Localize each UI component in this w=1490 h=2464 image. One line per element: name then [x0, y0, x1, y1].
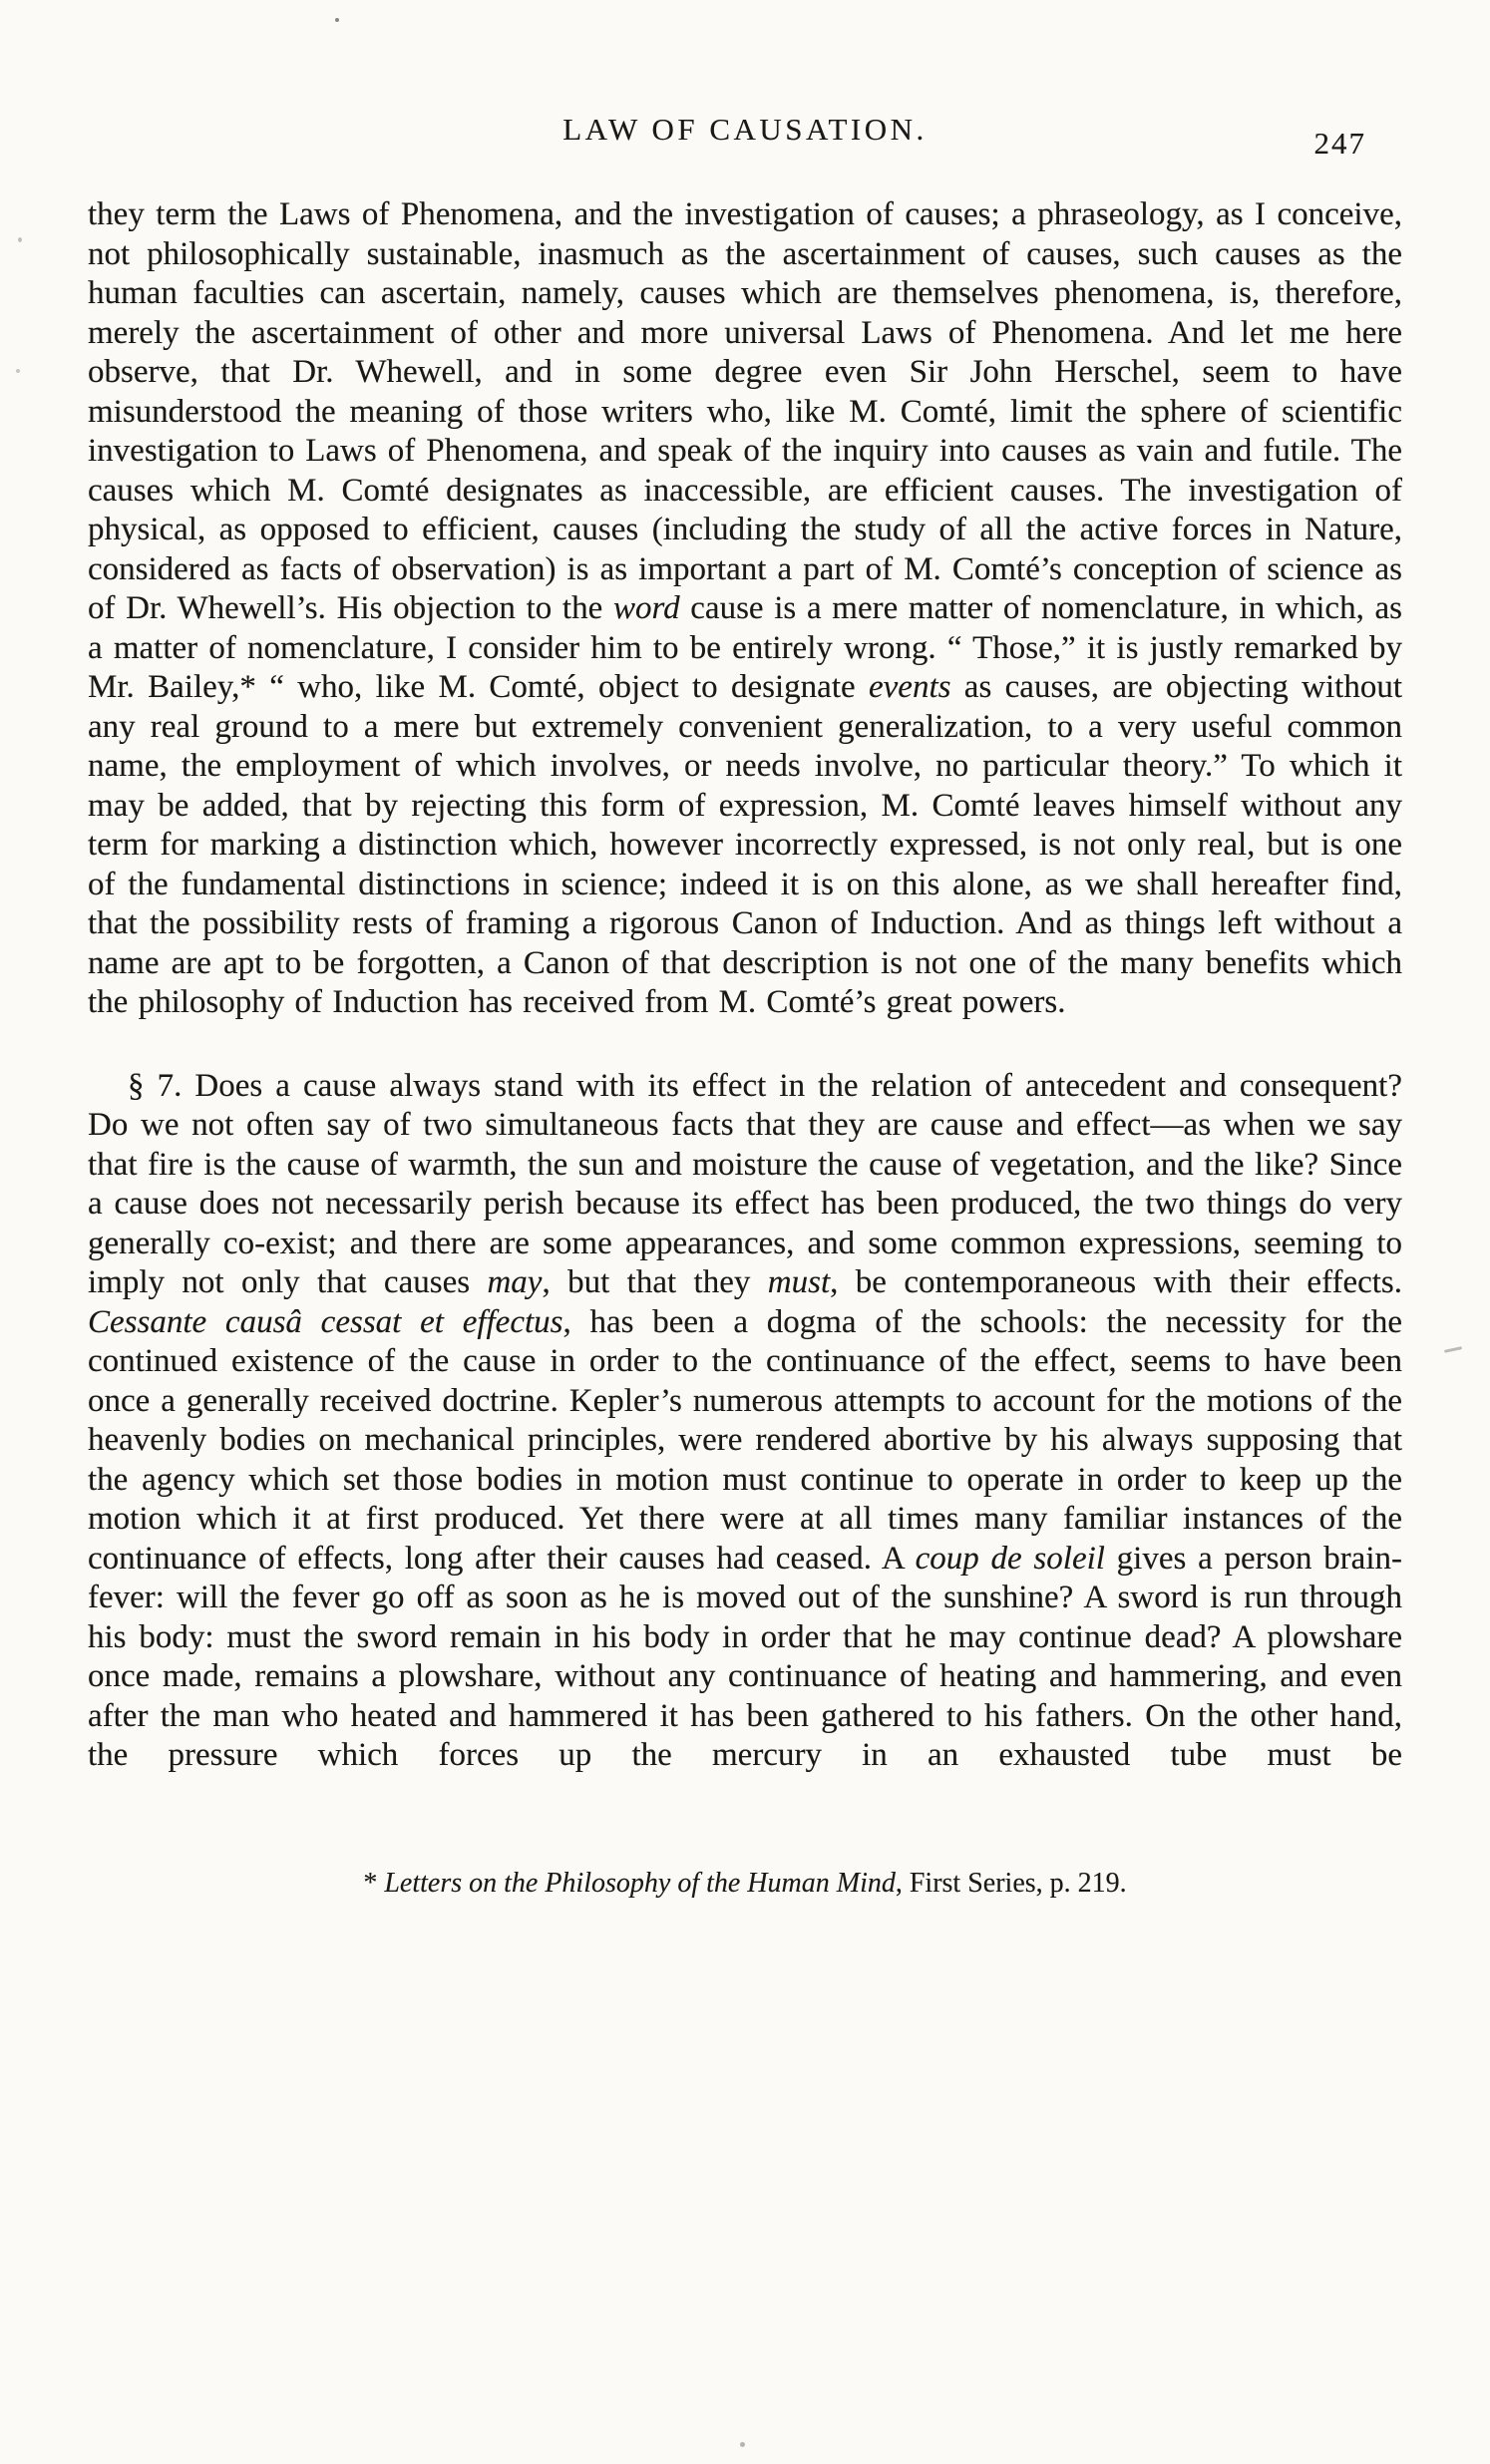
- italic-text-run: word: [612, 590, 680, 626]
- page-number: 247: [1313, 126, 1366, 161]
- footnote: [88, 1868, 1402, 1900]
- scan-artifact: [1444, 1346, 1462, 1353]
- italic-text-run: Cessante causâ cessat et effectus: [88, 1303, 563, 1340]
- text-run: , First Series, p. 219.: [895, 1867, 1127, 1899]
- scan-artifact: [16, 369, 20, 373]
- italic-text-run: events: [869, 669, 951, 705]
- text-run: § 7. Does a cause always stand with its effect in the relation of antecedent and consequent? Do we not often say of two simultaneous facts that they are cause and effect—as when we say that fire is the cause of warmth, the sun and moisture the cause of vegetation, and the like? Since a cause does not necessarily perish because its effect has been produced, the two things do very generally co-exist; and there are some appearances, and some common expressions, seeming to imply not only that causes: [88, 1067, 1402, 1300]
- text-run: gives a person brain-fever: will the fever go off as soon as he is moved out of the sunshine? A sword is run through his body: must the sword remain in his body in order that he may continue dead? A plowshare once made, remains a plowshare, without any continuance of heating and hammering, and even after the man who heated and hammered it has been gathered to his fathers. On the other hand, the pressure which forces up the mercury in an exhausted tube must be: [88, 1540, 1402, 1773]
- text-column: [88, 0, 1402, 1900]
- scan-artifact: [335, 18, 339, 22]
- running-head-title: LAW OF CAUSATION.: [562, 112, 928, 147]
- text-run: , has been a dogma of the schools: the necessity for the continued existence of the cause in order to the continuance of the effect, seems to have been once a generally received doctrine. Kepler’s numerous attempts to account for the motions of the heavenly bodies on mechanical principles, were rendered abortive by his always supposing that the agency which set those bodies in motion must continue to operate in order to keep up the motion which it at first produced. Yet there were at all times many familiar instances of the continuance of effects, long after their causes had ceased. A: [88, 1303, 1402, 1577]
- text-run: they term the Laws of Phenomena, and the investigation of causes; a phraseology, as I conceive, not philosophically sustainable, inasmuch as the ascertainment of causes, such causes as the human faculties can ascertain, namely, causes which are themselves phenomena, is, therefore, merely the ascertainment of other and more universal Laws of Phenomena. And let me here observe, that Dr. Whewell, and in some degree even Sir John Herschel, seem to have misunderstood the meaning of those writers who, like M. Comté, limit the sphere of scientific investigation to Laws of Phenomena, and speak of the inquiry into causes as vain and futile. The causes which M. Comté designates as inaccessible, are efficient causes. The investigation of physical, as opposed to efficient, causes (including the study of all the active forces in Nature, considered as facts of observation) is as important a part of M. Comté’s conception of science as of Dr. Whewell’s. His objection to the: [88, 196, 1402, 626]
- text-run: , but that they: [542, 1264, 768, 1300]
- paragraph-section-7: [88, 1067, 1402, 1776]
- text-run: as causes, are objecting without any real ground to a mere but extremely convenient generalization, to a very useful common name, the employment of which involves, or needs involve, no particular theory.” To which it may be added, that by rejecting this form of expression, M. Comté leaves himself without any term for marking a distinction which, however incorrectly expressed, is not only real, but is one of the fundamental distinctions in science; indeed it is on this alone, as we shall hereafter find, that the possibility rests of framing a rigorous Canon of Induction. And as things left without a name are apt to be forgotten, a Canon of that description is not one of the many benefits which the philosophy of Induction has received from M. Comté’s great powers.: [88, 669, 1402, 1020]
- italic-text-run: may: [487, 1264, 543, 1300]
- text-run: cause is a mere matter of nomenclature, in which, as a matter of nomenclature, I consider him to be entirely wrong. “ Those,” it is justly remarked by Mr. Bailey,* “ who, like M. Comté, object to designate: [88, 590, 1403, 705]
- scan-artifact: [740, 2442, 745, 2447]
- text-run: *: [363, 1867, 385, 1899]
- text-run: , be contemporaneous with their effects.: [830, 1264, 1403, 1300]
- italic-text-run: coup de soleil: [915, 1540, 1105, 1577]
- italic-text-run: must: [767, 1264, 831, 1300]
- running-header: [88, 0, 1402, 161]
- paragraph-continuation: [88, 195, 1402, 1023]
- italic-text-run: Letters on the Philosophy of the Human Mind: [384, 1867, 896, 1899]
- scan-artifact: [18, 237, 22, 242]
- page-body: [88, 195, 1402, 1776]
